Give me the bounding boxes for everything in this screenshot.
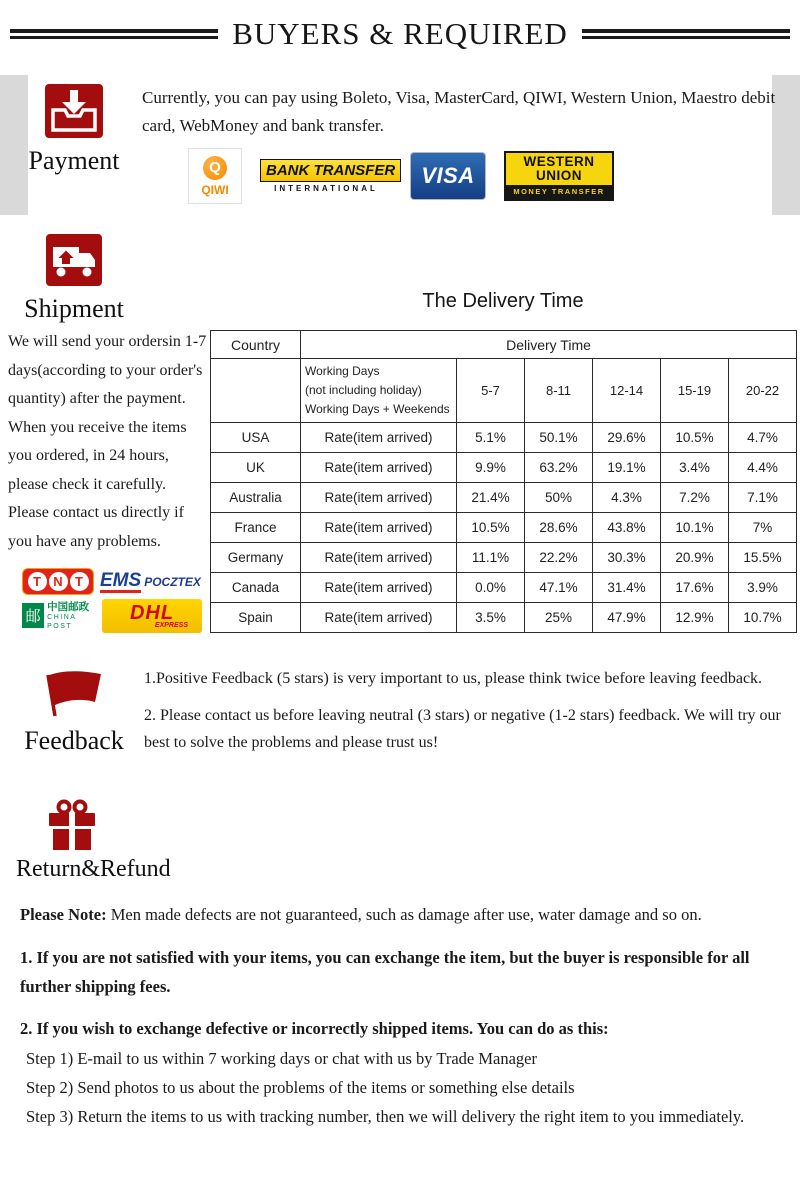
rate-cell: 10.5% xyxy=(457,513,525,543)
rate-cell: 0.0% xyxy=(457,573,525,603)
day-range-cell: 20-22 xyxy=(729,359,797,423)
country-cell: UK xyxy=(211,453,301,483)
rate-cell: 12.9% xyxy=(661,603,729,633)
rate-cell: 3.9% xyxy=(729,573,797,603)
dhl-logo xyxy=(102,599,202,633)
day-range-cell: 8-11 xyxy=(525,359,593,423)
western-union-logo xyxy=(504,151,614,201)
rate-cell: 11.1% xyxy=(457,543,525,573)
rate-cell: 9.9% xyxy=(457,453,525,483)
feedback-icon-block xyxy=(14,668,134,756)
bank-transfer-logo xyxy=(260,159,396,193)
ems-logo-text: EMS xyxy=(100,569,142,591)
rate-cell: 63.2% xyxy=(525,453,593,483)
rate-cell: 25% xyxy=(525,603,593,633)
working-days-line: Working Days + Weekends xyxy=(305,402,450,416)
policy-steps xyxy=(20,1044,792,1131)
rate-cell: 20.9% xyxy=(661,543,729,573)
delivery-time-title: The Delivery Time xyxy=(422,290,584,312)
rate-cell: 7.2% xyxy=(661,483,729,513)
china-post-en: CHINA POST xyxy=(47,613,77,630)
day-range-cell: 12-14 xyxy=(593,359,661,423)
western-union-wordmark xyxy=(506,153,612,185)
rate-label-cell: Rate(item arrived) xyxy=(301,513,457,543)
table-row xyxy=(211,573,797,603)
china-post-text xyxy=(47,601,98,631)
rate-cell: 29.6% xyxy=(593,423,661,453)
empty-cell xyxy=(211,359,301,423)
tnt-letter: T xyxy=(28,572,47,591)
dhl-express-text: EXPRESS xyxy=(154,621,188,629)
day-range-cell: 5-7 xyxy=(457,359,525,423)
table-subheader-row xyxy=(211,359,797,423)
policy-point-1: 1. If you are not satisfied with your items, you can exchange the item, but the buyer is responsible for all further shipping fees. xyxy=(20,948,750,996)
rate-cell: 3.5% xyxy=(457,603,525,633)
rate-cell: 17.6% xyxy=(661,573,729,603)
rate-cell: 4.3% xyxy=(593,483,661,513)
dhl-logo-text: DHL xyxy=(129,601,175,624)
policy-step-3: Step 3) Return the items to us with tracking number, then we will delivery the right item to you immediately. xyxy=(26,1107,745,1126)
rate-label-cell: Rate(item arrived) xyxy=(301,453,457,483)
please-note-text: Men made defects are not guaranteed, such as damage after use, water damage and so on. xyxy=(106,905,702,924)
visa-logo-text: VISA xyxy=(421,163,475,188)
table-row xyxy=(211,423,797,453)
day-range-cell: 15-19 xyxy=(661,359,729,423)
working-days-line: (not including holiday) xyxy=(305,383,422,397)
payment-logos xyxy=(188,148,614,204)
payment-description: Currently, you can pay using Boleto, Visa, MasterCard, QIWI, Western Union, Maestro debit card, WebMoney and bank transfer. xyxy=(142,88,776,135)
feedback-point-1: 1.Positive Feedback (5 stars) is very important to us, please think twice before leaving feedback. xyxy=(144,670,763,687)
rate-label-cell: Rate(item arrived) xyxy=(301,573,457,603)
gift-box-icon xyxy=(44,796,100,859)
page-header xyxy=(0,16,800,52)
rate-cell: 10.1% xyxy=(661,513,729,543)
rate-cell: 50.1% xyxy=(525,423,593,453)
page-title: BUYERS & REQUIRED xyxy=(232,16,568,51)
rate-cell: 47.1% xyxy=(525,573,593,603)
table-row xyxy=(211,483,797,513)
rate-label-cell: Rate(item arrived) xyxy=(301,603,457,633)
shipment-section xyxy=(0,228,800,648)
working-days-cell xyxy=(301,359,457,423)
policy-step-2: Step 2) Send photos to us about the problems of the items or something else details xyxy=(26,1078,575,1097)
rate-cell: 43.8% xyxy=(593,513,661,543)
return-policy-text xyxy=(20,896,792,1131)
feedback-point-2: 2. Please contact us before leaving neutral (3 stars) or negative (1-2 stars) feedback. We will try our best to solve the problems and please trust us! xyxy=(144,707,781,751)
rate-cell: 7% xyxy=(729,513,797,543)
tnt-logo xyxy=(22,568,94,595)
country-cell: Spain xyxy=(211,603,301,633)
rate-cell: 19.1% xyxy=(593,453,661,483)
flag-icon xyxy=(41,705,107,722)
rate-cell: 28.6% xyxy=(525,513,593,543)
china-post-logo xyxy=(22,602,98,629)
country-cell: USA xyxy=(211,423,301,453)
table-row xyxy=(211,543,797,573)
pocztex-logo-text: POCZTEX xyxy=(144,574,201,589)
china-post-cn: 中国邮政 xyxy=(47,600,90,613)
payment-icon-block xyxy=(14,84,134,176)
header-rule-right xyxy=(582,29,790,39)
country-cell: Canada xyxy=(211,573,301,603)
table-row xyxy=(211,603,797,633)
feedback-section xyxy=(0,656,800,774)
visa-logo xyxy=(410,152,486,200)
rate-cell: 21.4% xyxy=(457,483,525,513)
rate-cell: 10.7% xyxy=(729,603,797,633)
delivery-time-table xyxy=(210,330,797,633)
country-cell: Germany xyxy=(211,543,301,573)
qiwi-q-icon: Q xyxy=(203,156,227,180)
please-note-label: Please Note: xyxy=(20,905,107,924)
bank-transfer-text: BANK TRANSFER xyxy=(260,159,401,182)
country-header-cell: Country xyxy=(211,331,301,359)
rate-cell: 50% xyxy=(525,483,593,513)
payment-label: Payment xyxy=(28,146,120,175)
rate-cell: 15.5% xyxy=(729,543,797,573)
china-post-emblem-icon: 邮 xyxy=(22,603,44,628)
wu-money-transfer: MONEY TRANSFER xyxy=(506,185,612,199)
return-refund-section xyxy=(0,788,800,892)
country-cell: Australia xyxy=(211,483,301,513)
wu-word-2: UNION xyxy=(536,168,582,183)
tnt-letter: N xyxy=(49,572,68,591)
wu-word-1: WESTERN xyxy=(523,154,595,169)
header-rule-left xyxy=(10,29,218,39)
delivery-time-header-cell: Delivery Time xyxy=(301,331,797,359)
feedback-label: Feedback xyxy=(24,726,124,755)
table-row xyxy=(211,453,797,483)
policy-step-1: Step 1) E-mail to us within 7 working days or chat with us by Trade Manager xyxy=(26,1049,537,1068)
rate-cell: 22.2% xyxy=(525,543,593,573)
qiwi-logo-text: QIWI xyxy=(201,182,229,197)
bank-transfer-subtext: INTERNATIONAL xyxy=(274,184,378,193)
tnt-letter: T xyxy=(70,572,89,591)
table-header-row xyxy=(211,331,797,359)
rate-cell: 4.4% xyxy=(729,453,797,483)
table-row xyxy=(211,513,797,543)
policy-point-2: 2. If you wish to exchange defective or incorrectly shipped items. You can do as this: xyxy=(20,1019,609,1038)
working-days-line: Working Days xyxy=(305,364,380,378)
rate-cell: 7.1% xyxy=(729,483,797,513)
rate-cell: 4.7% xyxy=(729,423,797,453)
shipment-note: We will send your ordersin 1-7 days(according to your order's quantity) after the payment. When you receive the items you ordered, in 24 hours, please check it carefully. Please contact us directly if you have any problems. xyxy=(8,333,207,550)
rate-label-cell: Rate(item arrived) xyxy=(301,543,457,573)
shipment-label: Shipment xyxy=(24,294,124,323)
rate-label-cell: Rate(item arrived) xyxy=(301,483,457,513)
please-note-line xyxy=(20,902,792,928)
payment-section xyxy=(0,72,800,218)
payment-box-icon xyxy=(45,125,103,142)
carrier-logos xyxy=(0,228,210,648)
rate-cell: 31.4% xyxy=(593,573,661,603)
rate-cell: 10.5% xyxy=(661,423,729,453)
qiwi-logo xyxy=(188,148,242,204)
return-refund-label: Return&Refund xyxy=(16,856,171,882)
rate-cell: 30.3% xyxy=(593,543,661,573)
rate-cell: 47.9% xyxy=(593,603,661,633)
rate-cell: 5.1% xyxy=(457,423,525,453)
country-cell: France xyxy=(211,513,301,543)
ems-pocztex-logo xyxy=(100,568,206,595)
rate-cell: 3.4% xyxy=(661,453,729,483)
rate-label-cell: Rate(item arrived) xyxy=(301,423,457,453)
